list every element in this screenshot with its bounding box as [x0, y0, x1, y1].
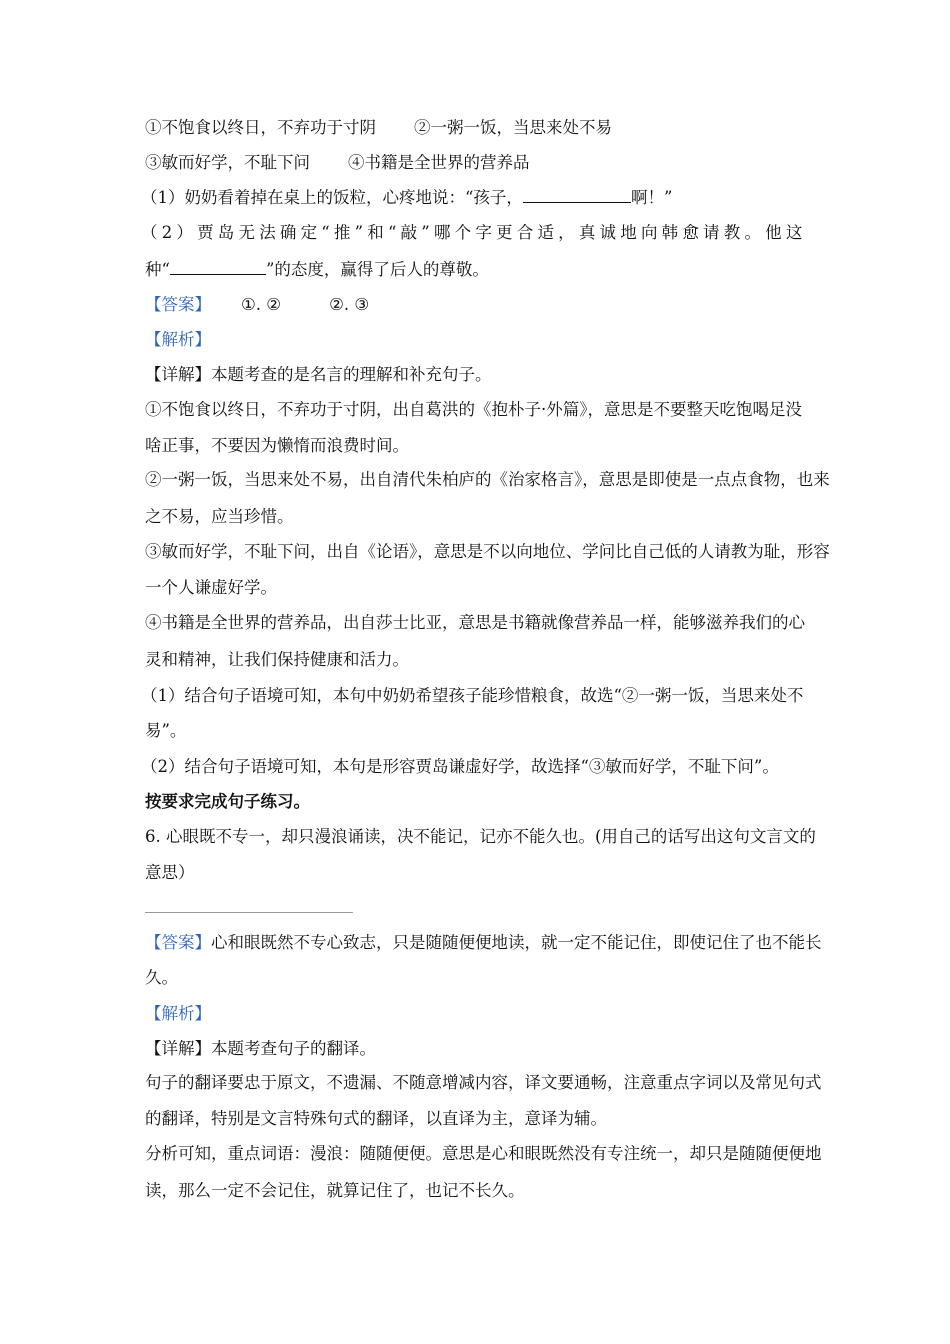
analysis-tag: 【解析】	[145, 1004, 211, 1023]
q5-sub1: （1）奶奶看着掉在桌上的饭粒，心疼地说：“孩子， 啊！”	[141, 188, 673, 207]
detail-heading: 【详解】本题考查句子的翻译。	[145, 1039, 376, 1058]
explanation-4-line1: ④书籍是全世界的营养品，出自莎士比亚，意思是书籍就像营养品一样，能够滋养我们的心	[145, 613, 805, 632]
analysis-tag: 【解析】	[145, 330, 211, 349]
q6-answer-line1: 【答案】心和眼既然不专心致志，只是随随便便地读，就一定不能记住，即使记住了也不能长	[145, 933, 822, 952]
q6-para2-line1: 分析可知，重点词语：漫浪：随随便便。意思是心和眼既然没有专注统一，却只是随随便便地	[145, 1144, 822, 1163]
section-heading: 按要求完成句子练习。	[145, 792, 310, 811]
explanation-4-line2: 灵和精神，让我们保持健康和活力。	[145, 650, 409, 669]
q6-question-line2: 意思）	[145, 863, 195, 882]
option-2: ②一粥一饭，当思来处不易	[414, 118, 612, 137]
option-4: ④书籍是全世界的营养品	[348, 153, 530, 172]
q5-sub2-line1: （2）贾岛无法确定“推”和“敲”哪个字更合适，真诚地向韩愈请教。他这	[141, 223, 807, 242]
explanation-2-line1: ②一粥一饭，当思来处不易，出自清代朱柏庐的《治家格言》，意思是即使是一点点食物，也来	[145, 470, 830, 489]
explanation-3-line2: 一个人谦虚好学。	[145, 578, 277, 597]
option-3: ③敏而好学，不耻下问	[145, 153, 310, 172]
answer-line[interactable]	[145, 912, 353, 913]
options-row-2	[145, 153, 530, 173]
q6-para2-line2: 读，那么一定不会记住，就算记住了，也记不长久。	[145, 1181, 525, 1200]
detail-heading: 【详解】本题考查的是名言的理解和补充句子。	[145, 365, 492, 384]
fill-blank-2[interactable]	[170, 260, 266, 275]
result-1-line1: （1）结合句子语境可知，本句中奶奶希望孩子能珍惜粮食，故选“②一粥一饭，当思来处不	[141, 686, 804, 705]
answer-tag: 【答案】	[145, 933, 211, 952]
answer-tag: 【答案】	[145, 295, 211, 314]
explanation-2-line2: 之不易，应当珍惜。	[145, 507, 294, 526]
option-1: ①不饱食以终日，不弃功于寸阴	[145, 118, 376, 137]
explanation-1-line1: ①不饱食以终日，不弃功于寸阴，出自葛洪的《抱朴子·外篇》，意思是不要整天吃饱喝足没	[145, 400, 802, 419]
result-2: （2）结合句子语境可知，本句是形容贾岛谦虚好学，故选择“③敏而好学，不耻下问”。	[141, 757, 779, 776]
q6-question-line1: 6. 心眼既不专一，却只漫浪诵读，决不能记，记亦不能久也。(用自己的话写出这句文言文的	[145, 827, 816, 846]
result-1-line2: 易”。	[145, 721, 187, 740]
answer-part-1: ①. ②	[241, 295, 282, 314]
explanation-1-line2: 啥正事，不要因为懒惰而浪费时间。	[145, 436, 409, 455]
options-row-1	[145, 118, 612, 138]
answer-part-2: ②. ③	[329, 295, 370, 314]
q6-answer-line2: 久。	[145, 968, 178, 987]
q5-sub2-line2: 种“ ”的态度，赢得了后人的尊敬。	[145, 260, 489, 279]
q5-answer	[145, 295, 369, 315]
q6-para1-line1: 句子的翻译要忠于原文，不遗漏、不随意增减内容，译文要通畅，注意重点字词以及常见句式	[145, 1073, 822, 1092]
q6-para1-line2: 的翻译，特别是文言特殊句式的翻译，以直译为主，意译为辅。	[145, 1109, 607, 1128]
fill-blank-1[interactable]	[523, 188, 631, 203]
explanation-3-line1: ③敏而好学，不耻下问，出自《论语》，意思是不以向地位、学问比自己低的人请教为耻，形容	[145, 542, 830, 561]
